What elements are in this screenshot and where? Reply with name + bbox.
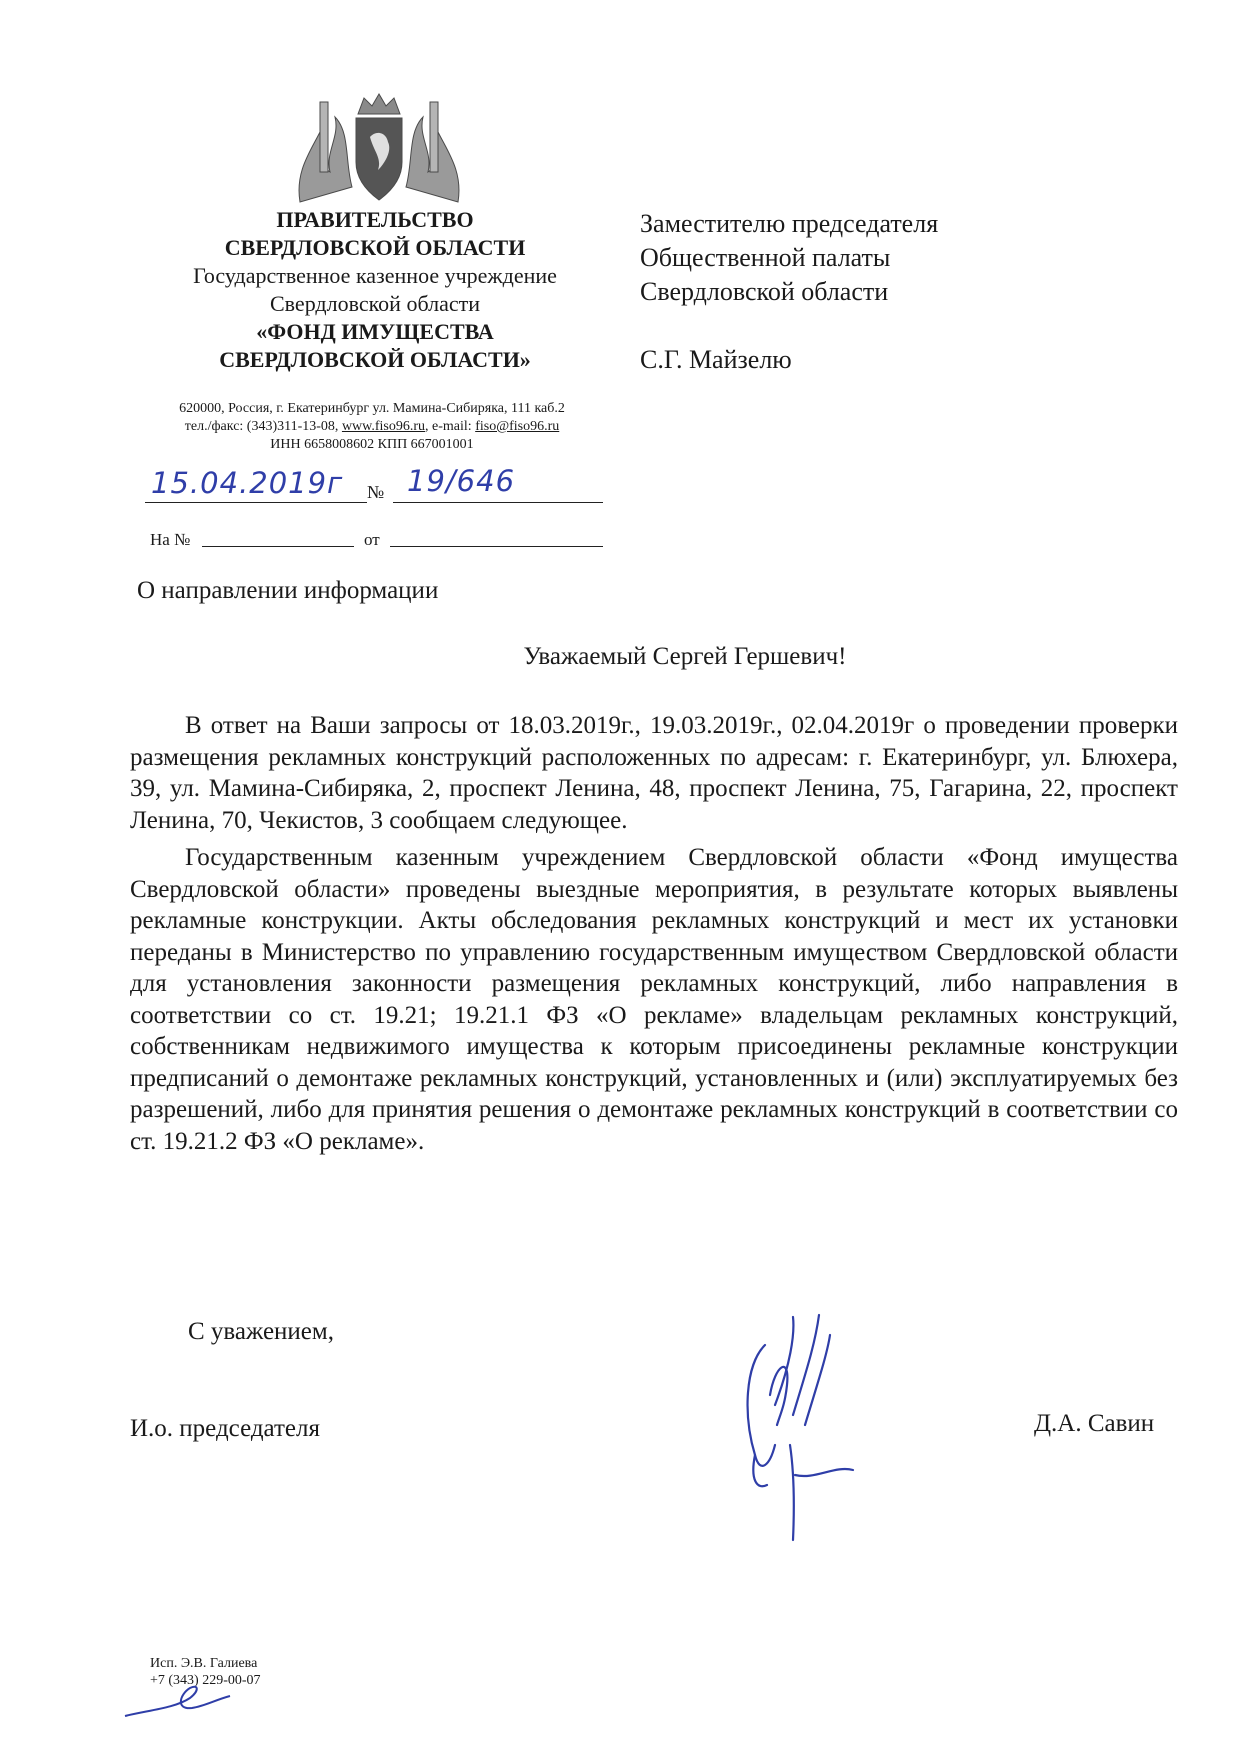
addressee-name: С.Г. Майзелю: [640, 345, 792, 374]
number-label: №: [367, 482, 385, 502]
email-link[interactable]: fiso@fiso96.ru: [475, 419, 560, 434]
fund-name-line2: СВЕРДЛОВСКОЙ ОБЛАСТИ»: [219, 347, 531, 372]
region-title: СВЕРДЛОВСКОЙ ОБЛАСТИ: [224, 235, 526, 260]
organization-block: [150, 206, 600, 374]
registration-line: [145, 466, 603, 506]
letter-body: [130, 710, 1178, 1163]
tax-ids: ИНН 6658008602 КПП 667001001: [270, 437, 474, 452]
date-underline: [145, 502, 367, 503]
institution-type: Государственное казенное учреждение: [193, 263, 557, 288]
reply-number-underline: [202, 546, 354, 547]
contacts-block: [142, 400, 602, 454]
body-paragraph-2: Государственным казенным учреждением Свердловской области «Фонд имущества Свердловской области» проведены выездные мероприятия, в результате которых выявлены рекламные конструкции. Акты обследования рекламных конструкций и мест их установки переданы в Министерство по управлению государственным имуществом Свердловской области для установления законности размещения рекламных конструкций, либо направления в соответствии со ст. 19.21; 19.21.1 ФЗ «О рекламе» владельцам рекламных конструкций, собственникам недвижимого имущества к которым присоединены рекламные конструкции предписаний о демонтаже рекламных конструкций, установленных и (или) эксплуатируемых без разрешений, либо для принятия решения о демонтаже рекламных конструкций в соответствии со ст. 19.21.2 ФЗ «О рекламе».: [130, 844, 1178, 1155]
signer-position: И.о. председателя: [130, 1415, 321, 1442]
government-title: ПРАВИТЕЛЬСТВО: [276, 207, 474, 232]
phone-fax: тел./факс: (343)311-13-08,: [184, 419, 339, 434]
from-label: от: [364, 530, 380, 549]
body-paragraph-1: В ответ на Ваши запросы от 18.03.2019г., 19.03.2019г., 02.04.2019г о проведении проверки размещения рекламных конструкций расположенных по адресам: г. Екатеринбург, ул. Блюхера, 39, ул. Мамина-Сибиряка, 2, проспект Ленина, 48, проспект Ленина, 75, Гагарина, 22, проспект Ленина, 70, Чекистов, 3 сообщаем следующее.: [130, 712, 1178, 834]
reply-label: На №: [150, 530, 191, 549]
coat-of-arms-emblem: [290, 92, 468, 204]
executor-name: Исп. Э.В. Галиева: [150, 1656, 258, 1671]
institution-region: Свердловской области: [270, 291, 480, 316]
handwritten-signature: [735, 1305, 885, 1545]
greeting: Уважаемый Сергей Гершевич!: [523, 643, 847, 670]
email-label: , e-mail:: [425, 419, 472, 434]
reply-reference-line: [150, 528, 605, 556]
signer-name: Д.А. Савин: [1034, 1410, 1155, 1437]
executor-signature: [120, 1680, 235, 1722]
executor-phone: +7 (343) 229-00-07: [150, 1673, 261, 1688]
letter-subject: О направлении информации: [137, 577, 439, 604]
from-date-underline: [390, 546, 603, 547]
postal-address: 620000, Россия, г. Екатеринбург ул. Мамина-Сибиряка, 111 каб.2: [179, 401, 565, 416]
addressee-organization: Общественной палаты: [640, 243, 891, 272]
number-underline: [393, 502, 603, 503]
closing-regards: С уважением,: [188, 1318, 334, 1345]
website-link[interactable]: www.fiso96.ru: [341, 419, 426, 434]
fund-name-line1: «ФОНД ИМУЩЕСТВА: [256, 319, 494, 344]
addressee-region: Свердловской области: [640, 277, 889, 306]
addressee-position: Заместителю председателя: [640, 209, 939, 238]
addressee-block: [640, 207, 938, 377]
registration-date: 15.04.2019г: [151, 466, 344, 500]
contact-line: [142, 418, 602, 436]
registration-number: 19/646: [407, 464, 516, 498]
